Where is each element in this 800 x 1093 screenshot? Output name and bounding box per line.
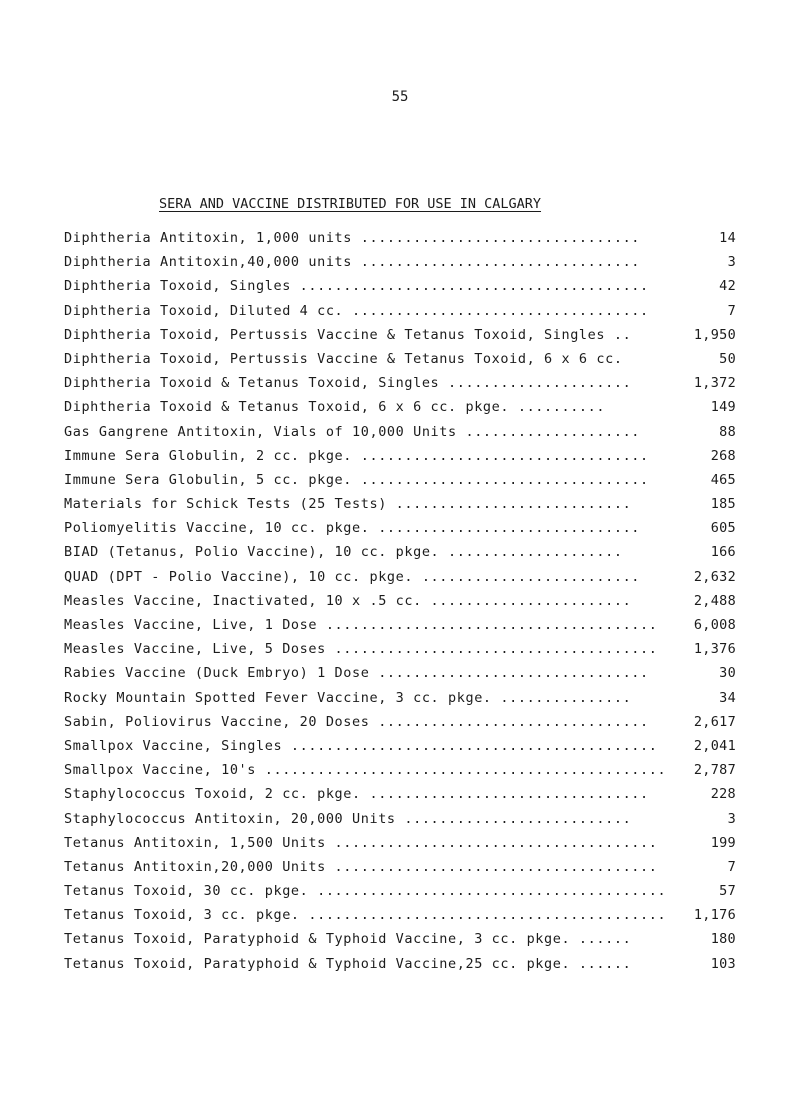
entry-label: QUAD (DPT - Polio Vaccine), 10 cc. pkge. .........................	[64, 568, 641, 585]
entry-label: Immune Sera Globulin, 5 cc. pkge. .................................	[64, 471, 649, 488]
list-item	[64, 540, 736, 564]
entry-label: Immune Sera Globulin, 2 cc. pkge. .................................	[64, 447, 649, 464]
entry-value: 3	[727, 810, 736, 827]
list-item	[64, 661, 736, 685]
list-item	[64, 516, 736, 540]
entry-value: 2,488	[693, 592, 736, 609]
entry-label: Tetanus Antitoxin, 1,500 Units .....................................	[64, 834, 658, 851]
entry-value: 1,950	[693, 326, 736, 343]
list-item	[64, 347, 736, 371]
entry-label: Materials for Schick Tests (25 Tests) ...........................	[64, 496, 632, 513]
list-item	[64, 879, 736, 903]
entry-value: 50	[719, 350, 736, 367]
entry-value: 228	[710, 786, 736, 803]
entry-label: Rocky Mountain Spotted Fever Vaccine, 3 cc. pkge. ...............	[64, 689, 632, 706]
entry-value: 1,372	[693, 375, 736, 392]
list-item	[64, 323, 736, 347]
list-item	[64, 468, 736, 492]
entry-label: Tetanus Toxoid, 30 cc. pkge. ........................................	[64, 883, 667, 900]
entry-value: 30	[719, 665, 736, 682]
entry-label: Smallpox Vaccine, Singles ..........................................	[64, 737, 658, 754]
entry-label: Diphtheria Toxoid & Tetanus Toxoid, Singles .....................	[64, 375, 632, 392]
entry-label: Tetanus Toxoid, 3 cc. pkge. .........................................	[64, 907, 667, 924]
entry-value: 14	[719, 230, 736, 246]
list-item	[64, 589, 736, 613]
entry-label: Staphylococcus Antitoxin, 20,000 Units ..........................	[64, 810, 632, 827]
entry-value: 6,008	[693, 617, 736, 633]
entry-value: 3	[727, 254, 736, 271]
list-item	[64, 444, 736, 468]
entry-value: 180	[710, 931, 736, 948]
entry-value: 57	[719, 883, 736, 900]
entry-label: Rabies Vaccine (Duck Embryo) 1 Dose ...............................	[64, 665, 649, 682]
entry-label: Measles Vaccine, Live, 1 Dose ......................................	[64, 617, 658, 633]
entry-label: Diphtheria Toxoid, Diluted 4 cc. ..................................	[64, 302, 649, 319]
entry-label: Tetanus Toxoid, Paratyphoid & Typhoid Vaccine, 3 cc. pkge. ......	[64, 931, 632, 948]
entry-value: 2,632	[693, 568, 736, 585]
entry-value: 149	[710, 399, 736, 416]
entry-label: BIAD (Tetanus, Polio Vaccine), 10 cc. pkge. ....................	[64, 544, 623, 561]
entry-label: Diphtheria Toxoid, Singles ........................................	[64, 278, 649, 295]
entry-value: 7	[727, 302, 736, 319]
entry-label: Staphylococcus Toxoid, 2 cc. pkge. ................................	[64, 786, 649, 803]
entry-label: Diphtheria Toxoid & Tetanus Toxoid, 6 x 6 cc. pkge. ..........	[64, 399, 606, 416]
list-item	[64, 831, 736, 855]
list-item	[64, 274, 736, 298]
entry-label: Diphtheria Antitoxin,40,000 units ................................	[64, 254, 641, 271]
entry-value: 2,041	[693, 737, 736, 754]
entry-value: 7	[727, 858, 736, 875]
list-item	[64, 927, 736, 951]
entry-label: Tetanus Antitoxin,20,000 Units .....................................	[64, 858, 658, 875]
list-item	[64, 250, 736, 274]
entry-value: 1,176	[693, 907, 736, 924]
list-item	[64, 420, 736, 444]
list-item	[64, 782, 736, 806]
entry-value: 2,787	[693, 762, 736, 779]
list-item	[64, 395, 736, 419]
page-number: 55	[391, 89, 409, 105]
list-item	[64, 686, 736, 710]
entry-value: 1,376	[693, 641, 736, 658]
entry-label: Gas Gangrene Antitoxin, Vials of 10,000 Units ....................	[64, 423, 641, 440]
entry-label: Tetanus Toxoid, Paratyphoid & Typhoid Vaccine,25 cc. pkge. ......	[64, 955, 632, 972]
entry-value: 2,617	[693, 713, 736, 730]
entry-value: 199	[710, 834, 736, 851]
entry-label: Smallpox Vaccine, 10's ..............................................	[64, 762, 667, 779]
entry-label: Measles Vaccine, Live, 5 Doses .....................................	[64, 641, 658, 658]
list-item	[64, 637, 736, 661]
entry-value: 185	[710, 496, 736, 513]
entry-value: 166	[710, 544, 736, 561]
entry-value: 268	[710, 447, 736, 464]
entry-label: Diphtheria Toxoid, Pertussis Vaccine & Tetanus Toxoid, 6 x 6 cc.	[64, 350, 623, 367]
list-item	[64, 371, 736, 395]
list-item	[64, 734, 736, 758]
entry-label: Measles Vaccine, Inactivated, 10 x .5 cc. .......................	[64, 592, 632, 609]
entry-value: 42	[719, 278, 736, 295]
list-item	[64, 855, 736, 879]
entry-value: 103	[710, 955, 736, 972]
entry-value: 88	[719, 423, 736, 440]
list-item	[64, 299, 736, 323]
entry-value: 465	[710, 471, 736, 488]
entry-label: Sabin, Poliovirus Vaccine, 20 Doses ...............................	[64, 713, 649, 730]
list-item	[64, 758, 736, 782]
page-title: SERA AND VACCINE DISTRIBUTED FOR USE IN CALGARY	[159, 196, 542, 212]
entry-value: 34	[719, 689, 736, 706]
entry-value: 605	[710, 520, 736, 537]
list-item	[64, 492, 736, 516]
list-item	[64, 807, 736, 831]
list-item	[64, 952, 736, 976]
list-item	[64, 226, 736, 250]
list-item	[64, 565, 736, 589]
distribution-list	[64, 226, 736, 976]
list-item	[64, 710, 736, 734]
list-item	[64, 903, 736, 927]
entry-label: Poliomyelitis Vaccine, 10 cc. pkge. ..............................	[64, 520, 641, 537]
list-item	[64, 613, 736, 637]
entry-label: Diphtheria Antitoxin, 1,000 units ................................	[64, 230, 641, 246]
entry-label: Diphtheria Toxoid, Pertussis Vaccine & Tetanus Toxoid, Singles ..	[64, 326, 632, 343]
